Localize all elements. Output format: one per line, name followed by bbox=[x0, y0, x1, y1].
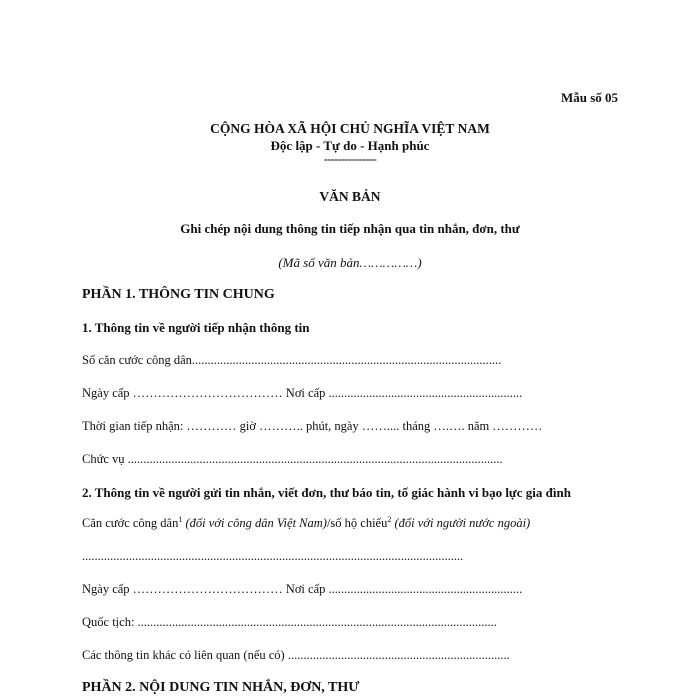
id-note-foreigner: (đối với người nước ngoài) bbox=[394, 516, 531, 530]
id-note-vietnamese: (đối với công dân Việt Nam) bbox=[185, 516, 327, 530]
national-motto: Độc lập - Tự do - Hạnh phúc bbox=[270, 138, 430, 153]
national-title: CỘNG HÒA XÃ HỘI CHỦ NGHĨA VIỆT NAM bbox=[210, 121, 490, 136]
id-number-field: Số căn cước công dân................................................................................................... bbox=[82, 353, 502, 367]
form-number: Mẫu số 05 bbox=[560, 90, 618, 105]
header-separator: --------------- bbox=[323, 152, 377, 166]
id-label: Căn cước công dân bbox=[82, 516, 179, 530]
receive-time-field: Thời gian tiếp nhận: ………… giờ ……….. phút, ngày …….... tháng ….…. năm ………… bbox=[82, 419, 543, 433]
section1-heading: 1. Thông tin về người tiếp nhận thông tin bbox=[82, 320, 310, 335]
other-info-field: Các thông tin khác có liên quan (nếu có) ....................................................................... bbox=[82, 648, 510, 662]
id-blank-line: .......................................................................................................................... bbox=[82, 549, 464, 563]
id-passport-line bbox=[82, 516, 530, 531]
part1-heading: PHẦN 1. THÔNG TIN CHUNG bbox=[82, 287, 275, 302]
footnote-marker: 1 bbox=[178, 514, 183, 524]
position-field: Chức vụ ........................................................................................................................ bbox=[82, 452, 503, 466]
passport-label: /số hộ chiếu bbox=[326, 516, 388, 530]
footnote-marker: 2 bbox=[387, 514, 392, 524]
section2-heading: 2. Thông tin về người gửi tin nhắn, viết đơn, thư báo tin, tố giác hành vi bạo lực gia đình bbox=[82, 485, 571, 500]
document-title: VĂN BẢN bbox=[319, 189, 381, 204]
issue-date-place-field: Ngày cấp ……………………………… Nơi cấp .............................................................. bbox=[82, 386, 523, 400]
sender-issue-date-place-field: Ngày cấp ……………………………… Nơi cấp .............................................................. bbox=[82, 582, 523, 596]
document-code: (Mã số văn bản……………) bbox=[278, 255, 422, 270]
part2-heading: PHẦN 2. NỘI DUNG TIN NHẮN, ĐƠN, THƯ bbox=[82, 680, 360, 695]
document-subtitle: Ghi chép nội dung thông tin tiếp nhận qua tin nhắn, đơn, thư bbox=[180, 221, 520, 236]
nationality-field: Quốc tịch: ................................................................................................................... bbox=[82, 615, 497, 629]
